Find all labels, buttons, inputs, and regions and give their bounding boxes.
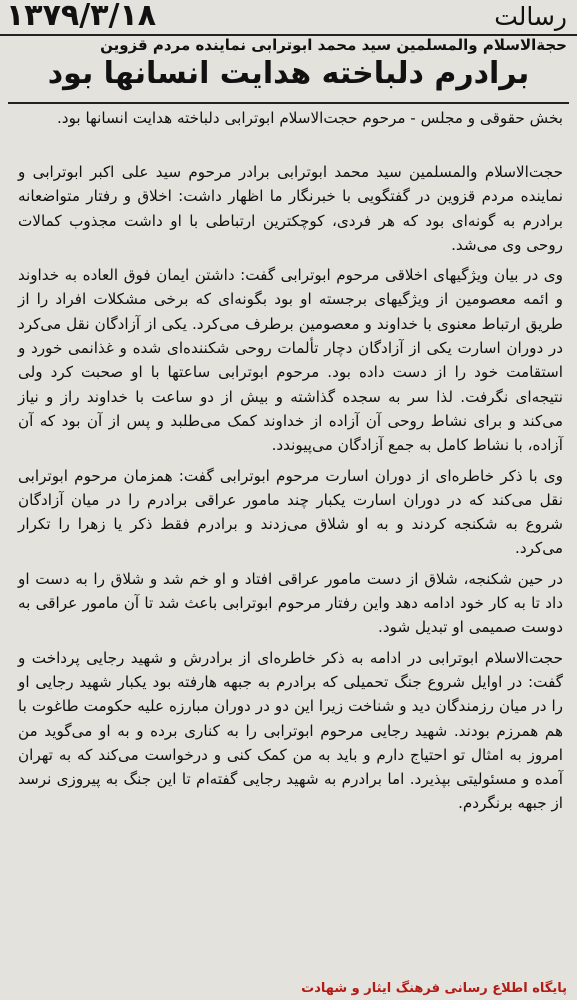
article-headline: برادرم دلباخته هدایت انسانها بود [47,56,530,91]
article-paragraph: در حین شکنجه، شلاق از دست مامور عراقی افتاد و او خم شد و شلاق را به دست او داد تا به کار خود ادامه دهد واین رفتار مرحوم ابوترابی باعث شد تا آن مامور عراقی به دوست صمیمی او تبدیل شود. [18,569,563,637]
masthead [0,0,577,36]
article-paragraph: وی در بیان ویژگیهای اخلاقی مرحوم ابوترابی گفت: داشتن ایمان فوق العاده به خداوند و ائمه معصومین از ویژگیهای برجسته او بود بگونه‌ای که برخی مشکلات افراد را از طریق ارتباط معنوی با خداوند و معصومین برطرف می‌کرد. یکی از آزادگان نقل می‌کرد در دوران اسارت یکی از آزادگان دچار تألمات روحی شکننده‌ای شده و غذانمی خورد و استقامت خود را از دست داده بود. مرحوم ابوترابی ساعتها با او صحبت کرد ولی نتیجه‌ای نگرفت. لذا سر به سجده گذاشته و بیش از دو ساعت با خداوند راز و نیاز می‌کند و برای نشاط روحی آن آزاده از خداوند کمک می‌طلبد و پس از آن بود که آن آزاده، با نشاط کامل به جمع آزادگان می‌پیوندد. [18,266,563,455]
article-paragraph: حجت‌الاسلام ابوترابی در ادامه به ذکر خاطره‌ای از برادرش و شهید رجایی پرداخت و گفت: در اوایل شروع جنگ تحمیلی که برادرم به جبهه هارفته بود یکبار شهید رجایی او را در میان رزمندگان دید و شناخت زیرا این دو در دوران مبارزه علیه حکومت طاغوت با هم همرزم بودند. شهید رجایی مرحوم ابوترابی را به کناری برده و به او می‌گوید من امروز به امثال تو احتیاج دارم و باید به من کمک کنی و درخواست می‌کند که به تهران آمده و مسئولیتی بپذیرد. اما برادرم به شهید رجایی گفته‌ام تا این جنگ به پیروزی نرسد از جبهه برنگردم. [18,648,563,813]
article-lead: بخش حقوقی و مجلس - مرحوم حجت‌الاسلام ابوترابی دلباخته هدایت انسانها بود. [56,109,563,127]
article-paragraph: وی با ذکر خاطره‌ای از دوران اسارت مرحوم ابوترابی گفت: همزمان مرحوم ابوترابی نقل می‌کند که در دوران اسارت یکبار چند مامور عراقی برادرم را در میان آزادگان شروع به شکنجه کردند و به او شلاق می‌زدند و برادرم فقط ذکر یا زهرا را تکرار می‌کرد. [18,466,563,558]
article-paragraph: حجت‌الاسلام والمسلمین سید محمد ابوترابی برادر مرحوم سید علی اکبر ابوترابی و نماینده مردم قزوین در گفتگویی با خبرنگار ما اظهار داشت: اخلاق و رفتار متواضعانه برادرم به گونه‌ای بود که هر فردی، کوچکترین ارتباطی با او داشت مجذوب کمالات روحی وی می‌شد. [18,163,563,254]
article-kicker: حجة‌الاسلام والمسلمین سید محمد ابوترابی نماینده مردم قزوین [100,36,567,54]
publication-date: ۱۳۷۹/۳/۱۸ [6,0,157,33]
article-body [18,160,563,822]
headline-divider [8,102,569,104]
source-watermark: پایگاه اطلاع رسانی فرهنگ ایثار و شهادت [297,981,571,996]
newspaper-name: رسالت [494,2,567,31]
